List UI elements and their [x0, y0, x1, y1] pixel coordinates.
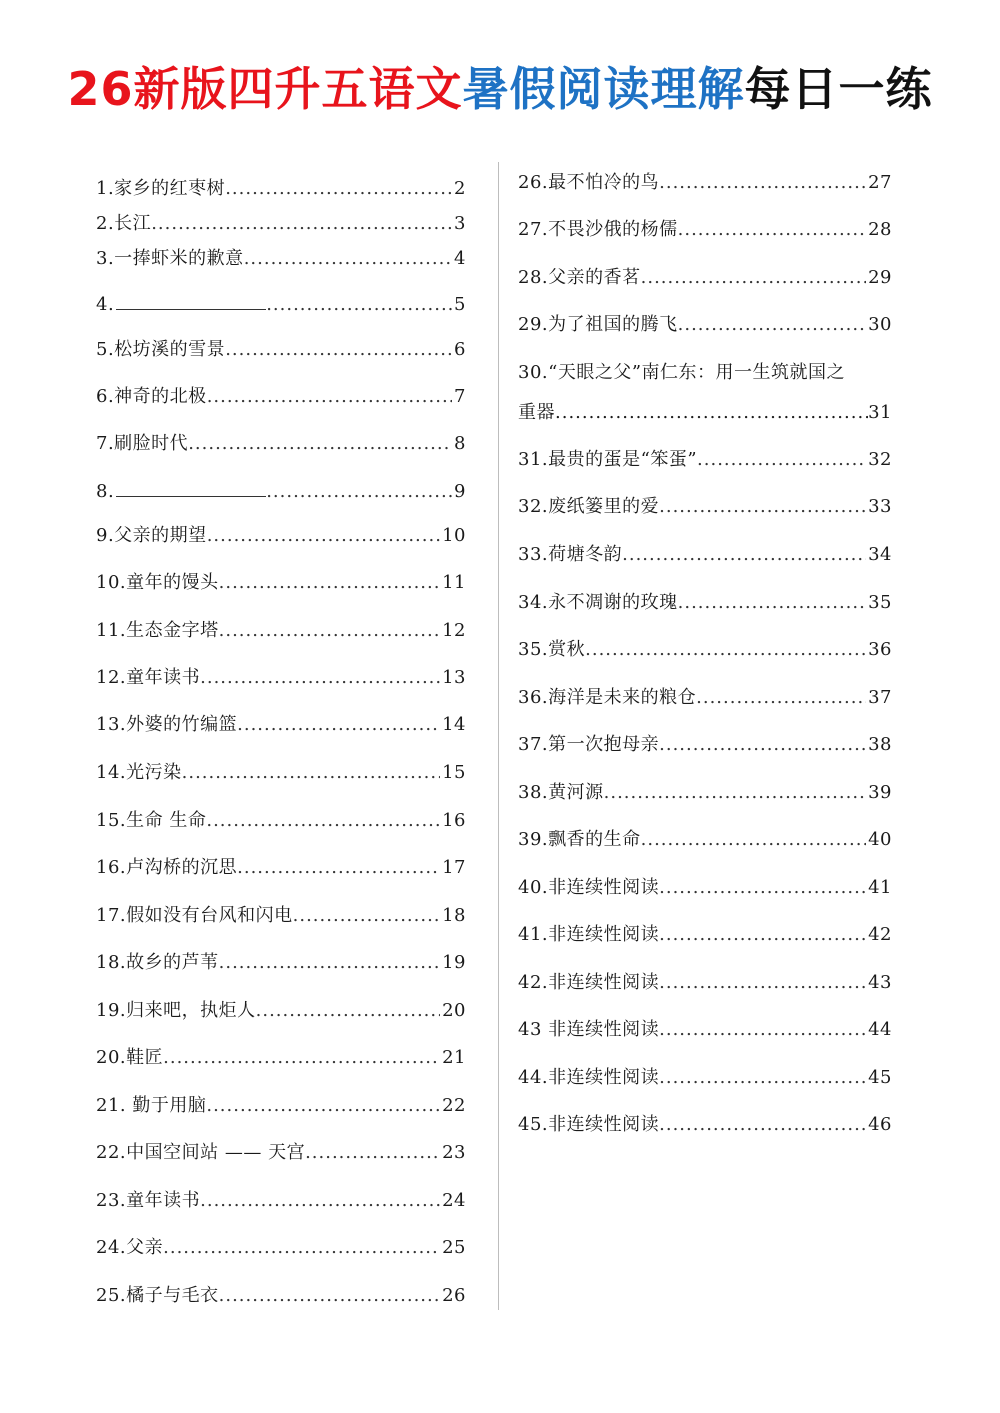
toc-leader-dots	[659, 922, 866, 948]
toc-entry[interactable]	[96, 523, 466, 549]
toc-entry-title: 8.	[96, 481, 115, 502]
toc-entry[interactable]	[518, 875, 892, 901]
toc-entry-title: 10.童年的馒头	[96, 572, 219, 593]
toc-entry-title-continued: 重器	[518, 402, 555, 423]
toc-page-number: 25	[442, 1237, 466, 1258]
toc-entry[interactable]	[96, 1140, 466, 1166]
toc-entry-title: 32.废纸篓里的爱	[518, 496, 660, 517]
toc-leader-dots	[659, 494, 866, 520]
toc-page-number: 45	[868, 1067, 892, 1088]
toc-page-number: 9	[454, 481, 466, 502]
toc-leader-dots	[659, 1112, 866, 1138]
toc-page-number: 34	[868, 544, 892, 565]
toc-page-number: 27	[868, 172, 892, 193]
toc-page-number: 46	[868, 1114, 892, 1135]
toc-entry[interactable]	[96, 176, 466, 202]
toc-entry[interactable]	[96, 950, 466, 976]
toc-leader-dots	[659, 1065, 866, 1091]
toc-entry[interactable]	[518, 447, 892, 473]
toc-entry[interactable]	[518, 265, 892, 291]
toc-entry-title: 37.第一次抱母亲	[518, 734, 660, 755]
toc-leader-dots	[659, 875, 866, 901]
toc-entry[interactable]	[96, 246, 466, 272]
toc-page-number: 33	[868, 496, 892, 517]
toc-entry[interactable]	[96, 1093, 466, 1119]
toc-page-number: 6	[454, 339, 466, 360]
toc-entry[interactable]	[518, 170, 892, 196]
toc-entry[interactable]	[96, 903, 466, 929]
toc-leader-dots	[206, 1093, 440, 1119]
toc-entry[interactable]	[518, 360, 892, 426]
toc-entry[interactable]	[96, 760, 466, 786]
toc-page-number: 36	[868, 639, 892, 660]
toc-entry[interactable]	[96, 478, 466, 505]
column-divider	[498, 162, 499, 1310]
toc-leader-dots	[151, 211, 452, 237]
toc-entry[interactable]	[96, 998, 466, 1024]
toc-leader-dots	[604, 780, 866, 806]
toc-leader-dots	[163, 1045, 440, 1071]
toc-entry[interactable]	[96, 431, 466, 457]
toc-entry[interactable]	[518, 542, 892, 568]
toc-entry-title: 24.父亲	[96, 1237, 164, 1258]
toc-page-number: 7	[454, 386, 466, 407]
toc-entry-title: 36.海洋是未来的粮仓	[518, 687, 697, 708]
toc-leader-dots	[219, 950, 440, 976]
toc-leader-dots	[555, 400, 868, 426]
toc-entry-title: 42.非连续性阅读	[518, 972, 660, 993]
toc-entry-title: 27.不畏沙俄的杨儒	[518, 219, 678, 240]
toc-page-number: 4	[454, 248, 466, 269]
toc-entry-title: 20.鞋匠	[96, 1047, 164, 1068]
toc-entry[interactable]	[96, 618, 466, 644]
toc-entry-title: 9.父亲的期望	[96, 525, 207, 546]
toc-entry[interactable]	[96, 291, 466, 318]
toc-title-blank-line	[116, 291, 266, 310]
toc-leader-dots	[182, 760, 440, 786]
toc-page-number: 35	[868, 592, 892, 613]
toc-page-number: 44	[868, 1019, 892, 1040]
toc-entry[interactable]	[518, 217, 892, 243]
toc-page-number: 17	[442, 857, 466, 878]
toc-leader-dots	[622, 542, 866, 568]
toc-leader-dots	[207, 523, 440, 549]
toc-page-number: 40	[868, 829, 892, 850]
toc-page-number: 10	[442, 525, 466, 546]
toc-leader-dots	[256, 998, 440, 1024]
toc-entry-title: 44.非连续性阅读	[518, 1067, 660, 1088]
toc-entry[interactable]	[96, 1188, 466, 1214]
toc-entry-title: 2.长江	[96, 213, 152, 234]
toc-page-number: 2	[454, 178, 466, 199]
toc-entry-title: 35.赏秋	[518, 639, 586, 660]
toc-page-number: 11	[442, 572, 466, 593]
toc-entry-title: 41.非连续性阅读	[518, 924, 660, 945]
toc-page-number: 24	[442, 1190, 466, 1211]
toc-entry-title: 45.非连续性阅读	[518, 1114, 660, 1135]
toc-page-number: 21	[442, 1047, 466, 1068]
toc-leader-dots	[163, 1235, 440, 1261]
toc-page-number: 30	[868, 314, 892, 335]
toc-page-number: 14	[442, 714, 466, 735]
toc-leader-dots	[266, 292, 452, 318]
toc-entry[interactable]	[518, 494, 892, 520]
toc-leader-dots	[200, 665, 440, 691]
toc-entry[interactable]	[518, 1017, 892, 1043]
document-title	[0, 58, 1000, 120]
toc-entry-title: 11.生态金字塔	[96, 620, 219, 641]
toc-leader-dots	[641, 265, 866, 291]
toc-entry-title: 26.最不怕冷的鸟	[518, 172, 660, 193]
toc-entry[interactable]	[96, 855, 466, 881]
toc-title-blank-line	[116, 478, 266, 497]
toc-page-number: 39	[868, 782, 892, 803]
toc-page-number: 23	[442, 1142, 466, 1163]
toc-page-number: 38	[868, 734, 892, 755]
toc-leader-dots	[244, 246, 452, 272]
title-part-blue: 暑假阅读理解	[462, 62, 745, 116]
toc-leader-dots	[585, 637, 866, 663]
toc-entry-title: 43 非连续性阅读	[518, 1019, 660, 1040]
toc-page-number: 31	[868, 402, 892, 423]
toc-page-number: 42	[868, 924, 892, 945]
toc-entry[interactable]	[518, 970, 892, 996]
toc-entry-title: 1.家乡的红枣树	[96, 178, 226, 199]
toc-entry-title: 16.卢沟桥的沉思	[96, 857, 238, 878]
toc-entry-title: 29.为了祖国的腾飞	[518, 314, 678, 335]
toc-leader-dots	[219, 1283, 440, 1309]
toc-page-number: 19	[442, 952, 466, 973]
toc-entry[interactable]	[96, 1283, 466, 1309]
toc-entry[interactable]	[96, 570, 466, 596]
toc-entry-title: 31.最贵的蛋是“笨蛋”	[518, 449, 698, 470]
toc-entry-title: 15.生命 生命	[96, 810, 207, 831]
toc-entry[interactable]	[518, 780, 892, 806]
toc-entry-title: 5.松坊溪的雪景	[96, 339, 226, 360]
toc-entry[interactable]	[96, 384, 466, 410]
toc-entry[interactable]	[518, 312, 892, 338]
toc-leader-dots	[237, 712, 440, 738]
toc-page-number: 15	[442, 762, 466, 783]
toc-entry-title: 23.童年读书	[96, 1190, 201, 1211]
toc-leader-dots	[659, 732, 866, 758]
toc-entry-title: 38.黄河源	[518, 782, 604, 803]
toc-leader-dots	[659, 1017, 866, 1043]
toc-page-number: 8	[454, 433, 466, 454]
toc-leader-dots	[266, 479, 452, 505]
toc-leader-dots	[678, 312, 866, 338]
toc-entry[interactable]	[518, 1112, 892, 1138]
toc-leader-dots	[641, 827, 866, 853]
toc-page-number: 43	[868, 972, 892, 993]
toc-leader-dots	[188, 431, 452, 457]
toc-entry-title: 17.假如没有台风和闪电	[96, 905, 293, 926]
toc-leader-dots	[696, 685, 866, 711]
toc-entry-title: 13.外婆的竹编篮	[96, 714, 238, 735]
toc-entry-title: 34.永不凋谢的玫瑰	[518, 592, 678, 613]
toc-entry[interactable]	[96, 211, 466, 237]
toc-leader-dots	[678, 217, 866, 243]
toc-leader-dots	[225, 176, 452, 202]
toc-leader-dots	[206, 808, 440, 834]
toc-leader-dots	[200, 1188, 440, 1214]
toc-leader-dots	[659, 170, 866, 196]
toc-entry-title: 25.橘子与毛衣	[96, 1285, 219, 1306]
toc-page-number: 41	[868, 877, 892, 898]
toc-page-number: 16	[442, 810, 466, 831]
toc-entry-title: 39.飘香的生命	[518, 829, 641, 850]
toc-entry-title: 21. 勤于用脑	[96, 1095, 207, 1116]
toc-entry[interactable]	[96, 712, 466, 738]
toc-leader-dots	[225, 337, 452, 363]
toc-leader-dots	[659, 970, 866, 996]
toc-entry[interactable]	[518, 922, 892, 948]
title-part-red: 26新版四升五语文	[67, 62, 463, 116]
toc-leader-dots	[237, 855, 440, 881]
toc-entry[interactable]	[518, 590, 892, 616]
toc-entry-title: 33.荷塘冬韵	[518, 544, 623, 565]
toc-entry-title: 14.光污染	[96, 762, 182, 783]
toc-entry-title: 4.	[96, 294, 115, 315]
toc-page-number: 3	[454, 213, 466, 234]
toc-entry-title: 28.父亲的香茗	[518, 267, 641, 288]
toc-entry[interactable]	[518, 732, 892, 758]
toc-entry[interactable]	[96, 1235, 466, 1261]
toc-page-number: 22	[442, 1095, 466, 1116]
toc-entry-title: 6.神奇的北极	[96, 386, 207, 407]
toc-leader-dots	[678, 590, 866, 616]
toc-page-number: 28	[868, 219, 892, 240]
toc-entry[interactable]	[96, 337, 466, 363]
toc-entry[interactable]	[518, 685, 892, 711]
toc-page-number: 32	[868, 449, 892, 470]
title-part-black: 每日一练	[744, 62, 933, 116]
toc-entry[interactable]	[518, 1065, 892, 1091]
toc-leader-dots	[207, 384, 452, 410]
toc-page-number: 5	[454, 294, 466, 315]
toc-leader-dots	[697, 447, 866, 473]
toc-leader-dots	[293, 903, 440, 929]
toc-entry-title: 7.刷脸时代	[96, 433, 189, 454]
toc-entry[interactable]	[518, 637, 892, 663]
toc-leader-dots	[219, 618, 440, 644]
toc-entry[interactable]	[96, 1045, 466, 1071]
toc-entry-title: 19.归来吧，执炬人	[96, 1000, 256, 1021]
toc-leader-dots	[219, 570, 440, 596]
toc-entry-title: 18.故乡的芦苇	[96, 952, 219, 973]
toc-leader-dots	[305, 1140, 440, 1166]
toc-entry[interactable]	[518, 827, 892, 853]
toc-entry-title: 30.“天眼之父”南仁东：用一生筑就国之	[518, 362, 846, 383]
toc-entry[interactable]	[96, 665, 466, 691]
toc-page-number: 18	[442, 905, 466, 926]
toc-page-number: 12	[442, 620, 466, 641]
toc-page-number: 29	[868, 267, 892, 288]
toc-page-number: 26	[442, 1285, 466, 1306]
toc-page-number: 20	[442, 1000, 466, 1021]
toc-entry-title: 3.一捧虾米的歉意	[96, 248, 244, 269]
toc-entry-title: 40.非连续性阅读	[518, 877, 660, 898]
toc-entry[interactable]	[96, 808, 466, 834]
toc-entry-title: 12.童年读书	[96, 667, 201, 688]
toc-entry-title: 22.中国空间站 —— 天宫	[96, 1142, 306, 1163]
toc-page-number: 37	[868, 687, 892, 708]
toc-page-number: 13	[442, 667, 466, 688]
